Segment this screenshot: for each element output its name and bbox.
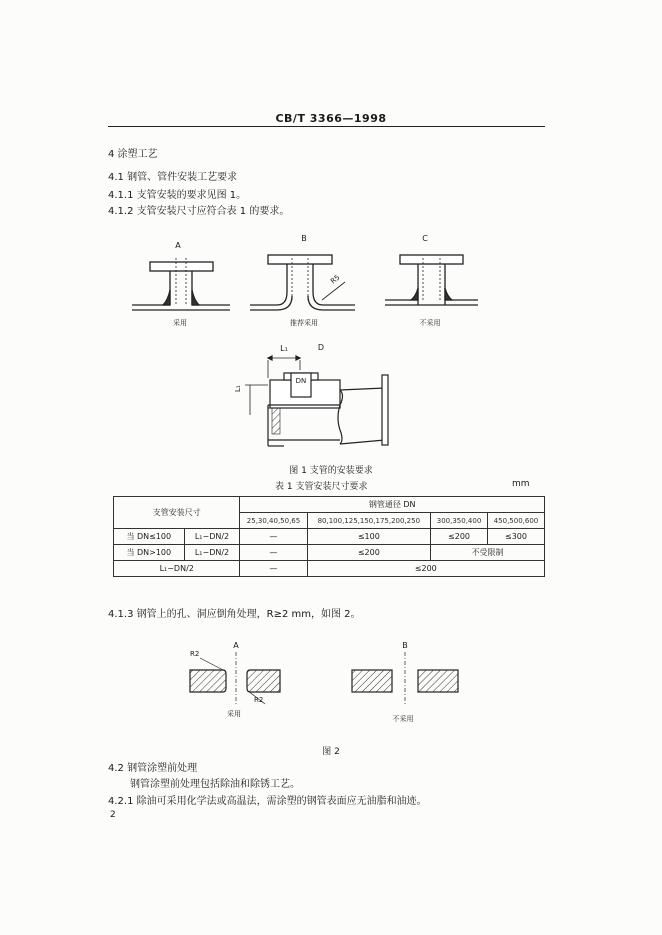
section-4-1-2: 4.1.2 支管安装尺寸应符合表 1 的要求。 — [108, 206, 290, 217]
row-formula: L₁−DN/2 — [184, 545, 240, 561]
col-header: 450,500,600 — [488, 513, 545, 529]
caption-a: 采用 — [173, 319, 187, 327]
table-corner: 支管安装尺寸 — [114, 497, 240, 529]
caption-fig2-a: 采用 — [227, 710, 241, 718]
caption-c: 不采用 — [419, 319, 441, 327]
label-fig2-b: B — [402, 641, 408, 650]
table-cell: ≤200 — [307, 545, 430, 561]
section-4-1: 4.1 钢管、管件安装工艺要求 — [108, 172, 238, 183]
section-4-1-3: 4.1.3 钢管上的孔、洞应倒角处理，R≥2 mm，如图 2。 — [108, 609, 361, 620]
section-4-heading: 4 涂塑工艺 — [108, 149, 158, 160]
label-r2-top: R2 — [190, 650, 200, 658]
section-4-1-1: 4.1.1 支管安装的要求见图 1。 — [108, 190, 247, 201]
table-cell: 不受限制 — [431, 545, 545, 561]
col-header: 25,30,40,50,65 — [240, 513, 307, 529]
label-d: D — [317, 343, 325, 352]
section-4-2-body: 钢管涂塑前处理包括除油和除锈工艺。 — [130, 779, 300, 790]
label-a: A — [175, 241, 181, 250]
page-number: 2 — [110, 810, 116, 820]
caption-b: 推荐采用 — [290, 319, 318, 327]
row-condition: 当 DN≤100 — [114, 529, 185, 545]
table-cell: — — [240, 545, 307, 561]
label-r2-bottom: R2 — [254, 696, 264, 704]
table-1-title: 表 1 支管安装尺寸要求 — [275, 482, 368, 492]
table-group-header: 钢管通径 DN — [240, 497, 545, 513]
label-c: C — [422, 234, 428, 243]
table-1-unit: mm — [512, 479, 530, 489]
col-header: 80,100,125,150,175,200,250 — [307, 513, 430, 529]
document-code: CB/T 3366—1998 — [275, 112, 387, 125]
hole-a-drawing — [190, 652, 280, 706]
caption-fig2-b: 不采用 — [392, 715, 414, 723]
table-cell: ≤200 — [431, 529, 488, 545]
row-formula: L₁−DN/2 — [184, 529, 240, 545]
table-cell: ≤200 — [307, 561, 544, 577]
label-fig2-a: A — [233, 641, 239, 650]
section-4-2-1: 4.2.1 除油可采用化学法或高温法，需涂塑的钢管表面应无油脂和油迹。 — [108, 796, 427, 807]
row-condition: 当 DN>100 — [114, 545, 185, 561]
label-dim-h: L₁ — [234, 385, 242, 392]
label-b: B — [301, 234, 307, 243]
figure-2-caption: 图 2 — [322, 747, 340, 757]
label-r5: R5 — [329, 273, 342, 286]
row-formula: L₁−DN/2 — [114, 561, 240, 577]
table-cell: — — [240, 529, 307, 545]
table-cell: ≤100 — [307, 529, 430, 545]
table-cell: — — [240, 561, 307, 577]
label-dn: DN — [295, 377, 307, 385]
figure-1-caption: 图 1 支管的安装要求 — [289, 466, 373, 476]
col-header: 300,350,400 — [431, 513, 488, 529]
table-cell: ≤300 — [488, 529, 545, 545]
hole-b-drawing — [352, 652, 458, 706]
label-l1: L₁ — [280, 344, 288, 353]
section-4-2: 4.2 钢管涂塑前处理 — [108, 763, 198, 774]
